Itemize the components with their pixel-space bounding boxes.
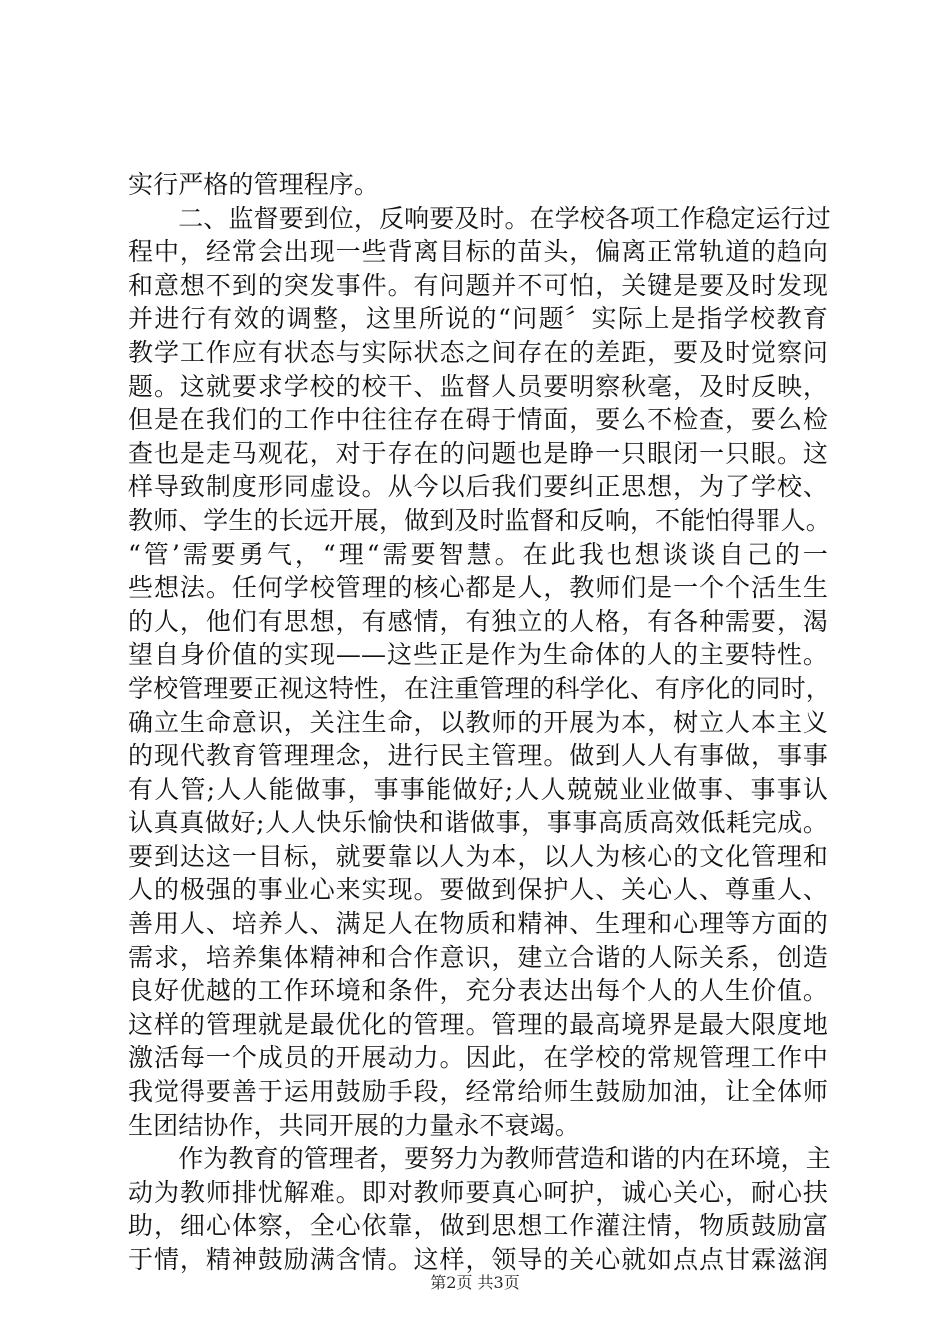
text-line: 作为教育的管理者，要努力为教师营造和谐的内在环境，主	[128, 1144, 831, 1174]
text-line: 这样的管理就是最优化的管理。管理的最高境界是最大限度地	[128, 1009, 828, 1039]
text-line: 善用人、培养人、满足人在物质和精神、生理和心理等方面的	[128, 909, 828, 939]
page-number-label: 第2页 共3页	[430, 1273, 520, 1292]
text-line: 的现代教育管理理念，进行民主管理。做到人人有事做，事事	[128, 741, 828, 771]
text-line: 我觉得要善于运用鼓励手段，经常给师生鼓励加油，让全体师	[128, 1077, 828, 1107]
text-line: 确立生命意识，关注生命，以教师的开展为本，树立人本主义	[128, 707, 828, 737]
text-line: 查也是走马观花，对于存在的问题也是睁一只眼闭一只眼。这	[128, 438, 828, 468]
text-line: 认真真做好;人人快乐愉快和谐做事，事事高质高效低耗完成。	[128, 808, 828, 838]
text-line: 人的极强的事业心来实现。要做到保护人、关心人、尊重人、	[128, 875, 828, 905]
text-line: 的人，他们有思想，有感情，有独立的人格，有各种需要，渴	[128, 606, 828, 636]
text-line: 激活每一个成员的开展动力。因此，在学校的常规管理工作中	[128, 1043, 828, 1073]
text-line: 要到达这一目标，就要靠以人为本，以人为核心的文化管理和	[128, 841, 828, 871]
text-line: 需求，培养集体精神和合作意识，建立合谐的人际关系，创造	[128, 942, 828, 972]
text-line: 二、监督要到位，反响要及时。在学校各项工作稳定运行过	[128, 203, 831, 233]
body-text	[128, 168, 831, 1277]
text-line: 有人管;人人能做事，事事能做好;人人兢兢业业做事、事事认	[128, 774, 828, 804]
text-line: 学校管理要正视这特性，在注重管理的科学化、有序化的同时，	[128, 673, 831, 703]
page-footer	[0, 1270, 950, 1293]
text-line: “管’需要勇气，“理“需要智慧。在此我也想谈谈自己的一	[128, 539, 828, 569]
text-line: 生团结协作，共同开展的力量永不衰竭。	[128, 1110, 580, 1140]
text-line: 教师、学生的长远开展，做到及时监督和反响，不能怕得罪人。	[128, 505, 831, 535]
text-line: 和意想不到的突发事件。有问题并不可怕，关键是要及时发现	[128, 270, 828, 300]
text-line: 动为教师排忧解难。即对教师要真心呵护，诚心关心，耐心扶	[128, 1177, 828, 1207]
text-line: 教学工作应有状态与实际状态之间存在的差距，要及时觉察问	[128, 337, 828, 367]
text-line: 些想法。任何学校管理的核心都是人，教师们是一个个活生生	[128, 573, 828, 603]
text-line: 于情，精神鼓励满含情。这样，领导的关心就如点点甘霖滋润	[128, 1245, 828, 1274]
text-line: 题。这就要求学校的校干、监督人员要明察秋毫，及时反映，	[128, 371, 828, 401]
text-line: 良好优越的工作环境和条件，充分表达出每个人的人生价值。	[128, 976, 828, 1006]
text-line: 但是在我们的工作中往往存在碍于情面，要么不检查，要么检	[128, 405, 828, 435]
text-line: 望自身价值的实现——这些正是作为生命体的人的主要特性。	[128, 640, 828, 670]
text-line: 实行严格的管理程序。	[128, 170, 380, 199]
text-line: 助，细心体察，全心依靠，做到思想工作灌注情，物质鼓励富	[128, 1211, 828, 1241]
text-line: 并进行有效的调整，这里所说的“问题〞实际上是指学校教育	[128, 304, 828, 334]
text-line: 程中，经常会出现一些背离目标的苗头，偏离正常轨道的趋向	[128, 237, 828, 267]
text-line: 样导致制度形同虚设。从今以后我们要纠正思想，为了学校、	[128, 472, 828, 502]
